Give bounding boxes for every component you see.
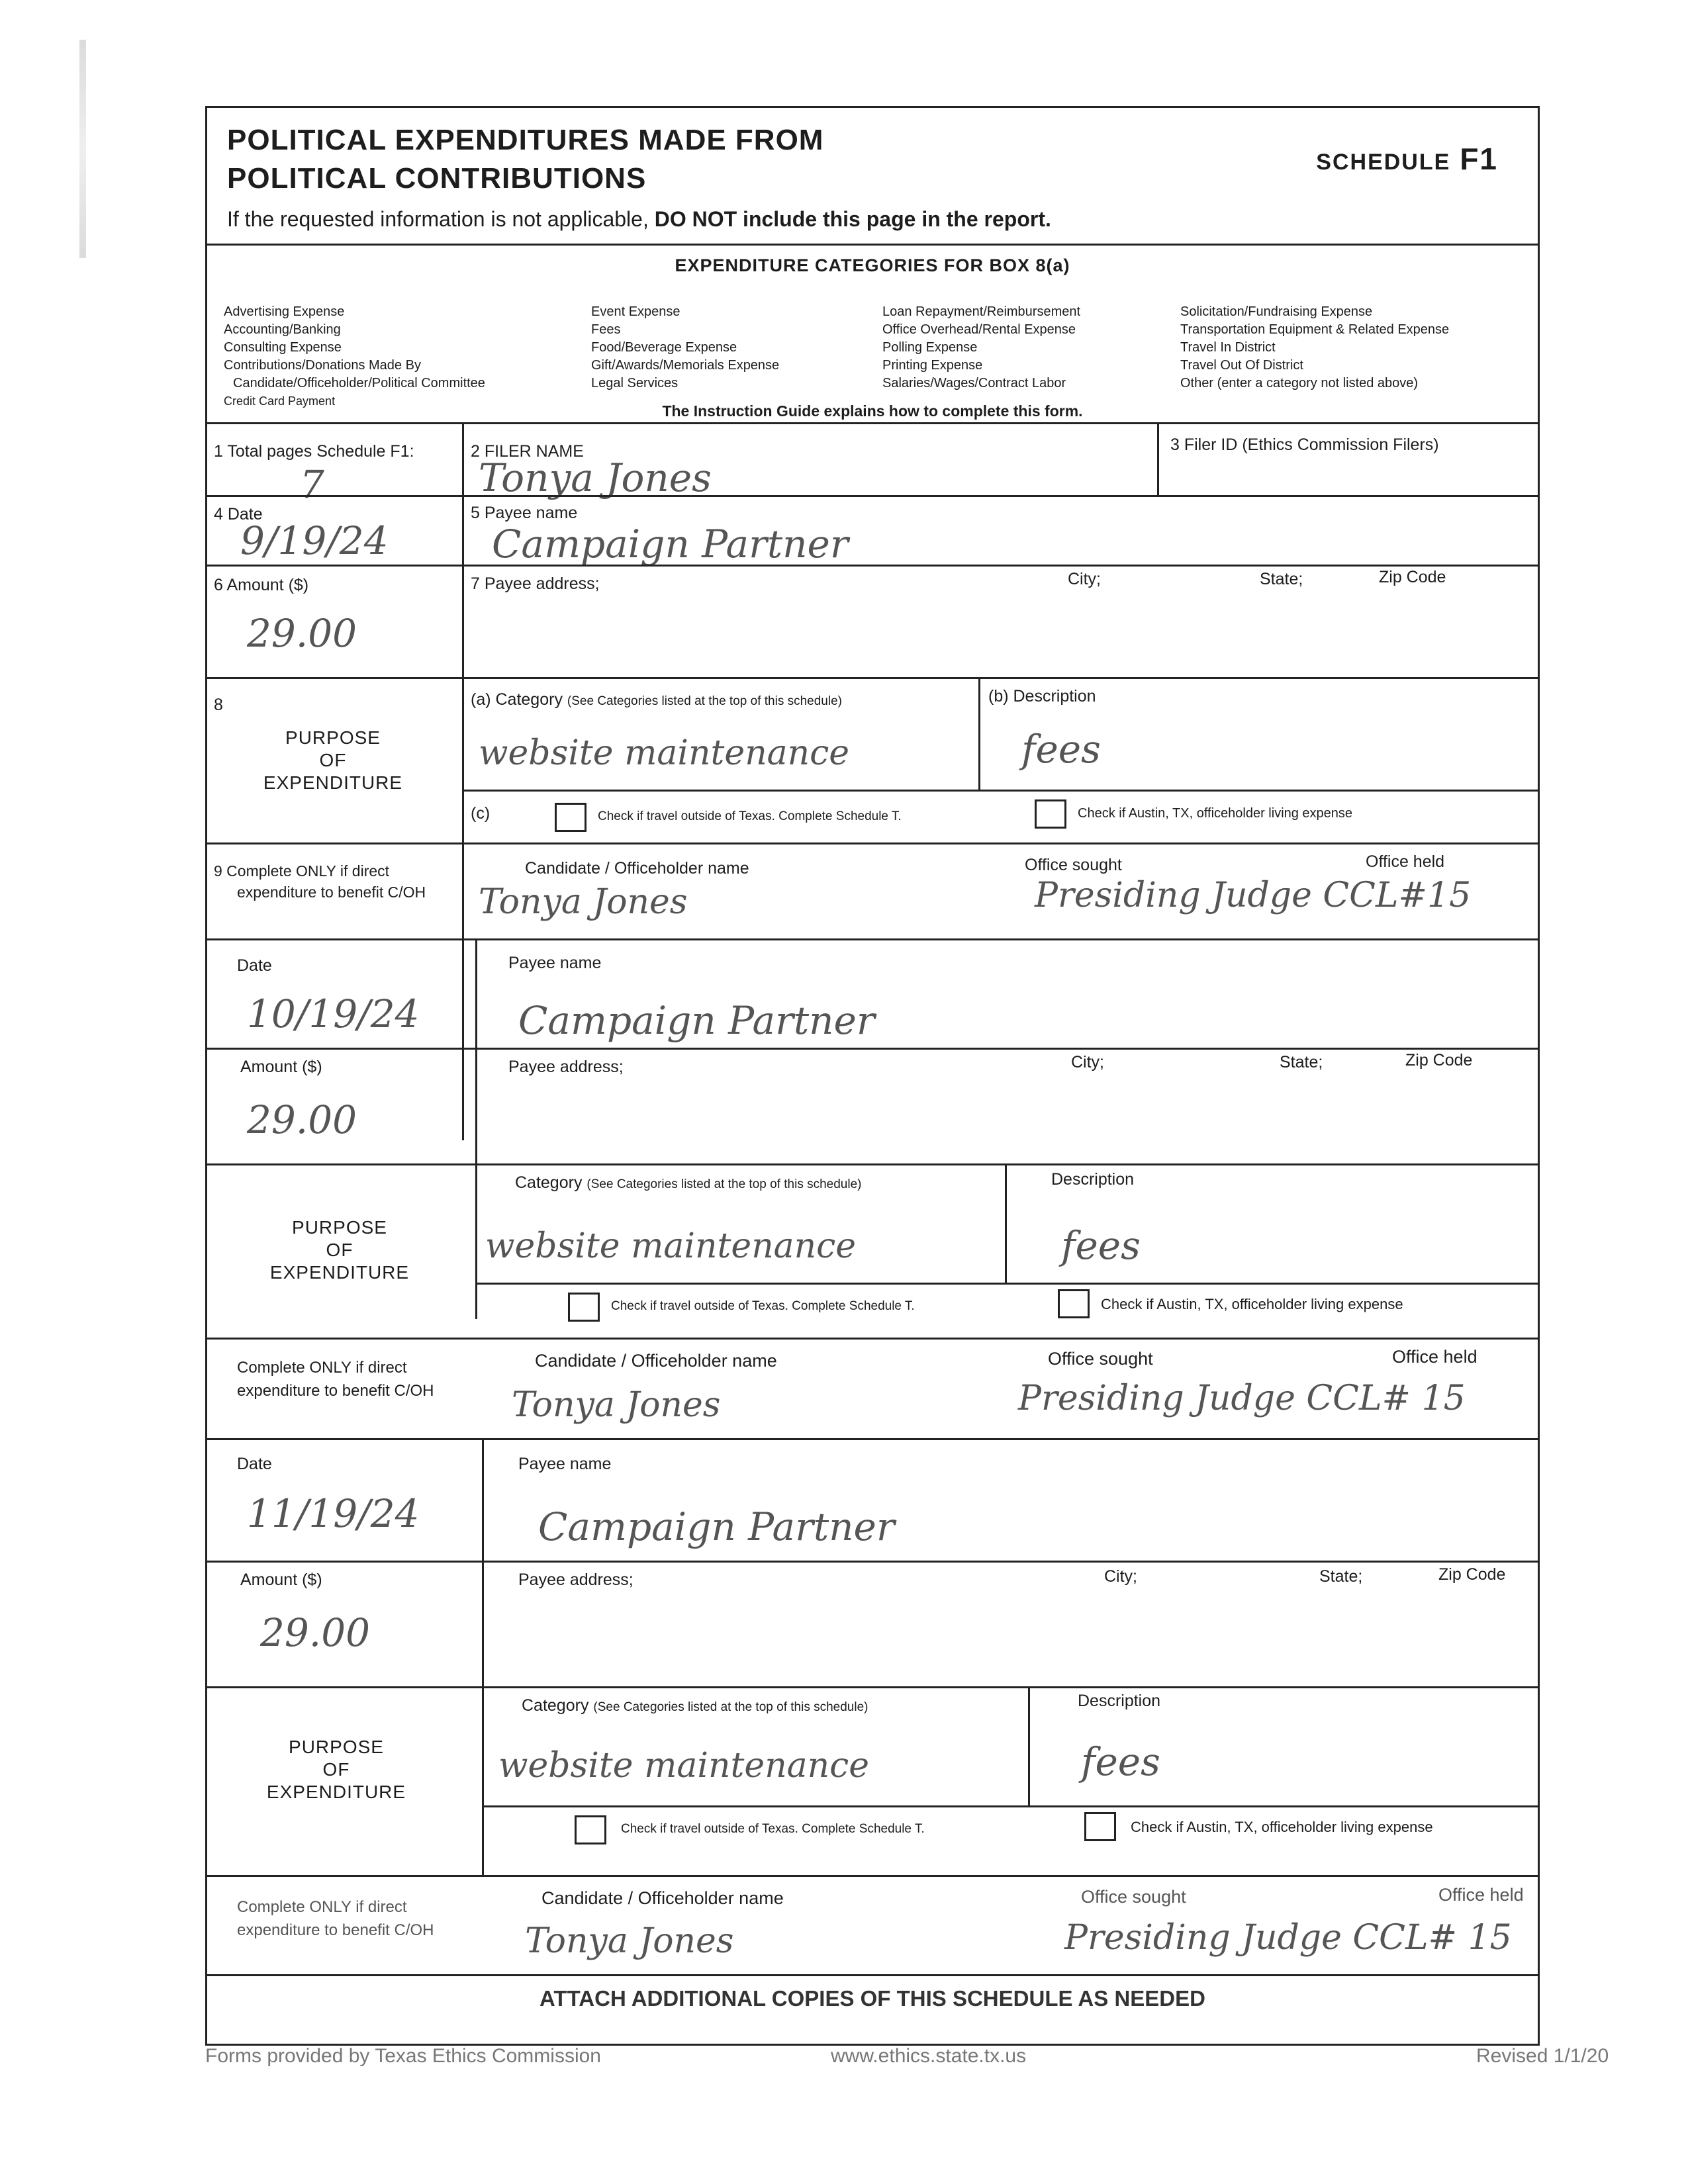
left-column-divider [482, 1438, 484, 1875]
attach-copies-note: ATTACH ADDITIONAL COPIES OF THIS SCHEDULE AS NEEDED [539, 1986, 1205, 2011]
row-divider [207, 677, 1538, 679]
category-note: (See Categories listed at the top of this schedule) [586, 1177, 862, 1191]
left-column-divider [462, 422, 464, 1140]
austin-check-label: Check if Austin, TX, officeholder living expense [1078, 806, 1353, 821]
payee-name-label: 5 Payee name [471, 504, 578, 522]
city-label: City; [1104, 1567, 1137, 1586]
entry2-candidate: Tonya Jones [512, 1385, 721, 1425]
form-title-line2: POLITICAL CONTRIBUTIONS [227, 162, 647, 195]
category-label [471, 690, 842, 709]
category-item: Travel In District [1180, 340, 1276, 355]
footer-revised: Revised 1/1/20 [1476, 2045, 1609, 2067]
amount-label: Amount ($) [240, 1058, 322, 1076]
row-divider [207, 842, 1538, 844]
category-item: Solicitation/Fundraising Expense [1180, 304, 1373, 319]
description-label: Description [1078, 1692, 1161, 1710]
categories-col-4 [1180, 303, 1449, 392]
entry2-description: fees [1061, 1223, 1141, 1268]
category-item: Other (enter a category not listed above) [1180, 376, 1419, 390]
row-divider [207, 1163, 1538, 1165]
left-column-divider [475, 938, 477, 1319]
schedule-word: SCHEDULE [1316, 150, 1451, 175]
category-item: Event Expense [591, 304, 680, 319]
date-label: Date [237, 956, 272, 975]
travel-check-label: Check if travel outside of Texas. Complete Schedule T. [621, 1822, 925, 1836]
category-note: (See Categories listed at the top of this schedule) [567, 694, 842, 708]
filer-id-label: 3 Filer ID (Ethics Commission Filers) [1170, 435, 1439, 454]
row-divider [482, 1805, 1538, 1807]
category-item: Polling Expense [882, 340, 978, 355]
amount-label: 6 Amount ($) [214, 576, 309, 594]
row-divider [207, 1875, 1538, 1877]
description-divider [978, 677, 980, 790]
expenditure-categories [207, 244, 1538, 424]
footer-provider: Forms provided by Texas Ethics Commission [205, 2045, 601, 2067]
category-item: Printing Expense [882, 358, 983, 373]
payee-name-label: Payee name [508, 954, 602, 972]
entry1-payee-name: Campaign Partner [492, 522, 849, 567]
item-c-label: (c) [471, 804, 491, 823]
category-label-text: Category [522, 1696, 589, 1715]
schedule-f1-form [205, 106, 1540, 2046]
direct-expenditure-label: Complete ONLY if direct [237, 1359, 407, 1377]
description-divider [1005, 1163, 1007, 1283]
travel-check-label: Check if travel outside of Texas. Complete Schedule T. [598, 809, 902, 823]
row-divider [207, 938, 1538, 940]
category-item: Candidate/Officeholder/Political Committee [233, 376, 485, 390]
zip-label: Zip Code [1405, 1051, 1473, 1069]
filer-name-value: Tonya Jones [479, 455, 712, 500]
category-item: Loan Repayment/Reimbursement [882, 304, 1081, 319]
row-divider [475, 1283, 1538, 1285]
entry1-office-sought: Presiding Judge CCL#15 [1035, 876, 1472, 915]
candidate-name-label: Candidate / Officeholder name [525, 859, 749, 878]
payee-address-label: Payee address; [508, 1058, 624, 1076]
entry2-amount: 29.00 [247, 1097, 357, 1142]
purpose-heading: PURPOSE OF EXPENDITURE [263, 727, 403, 793]
travel-check-label: Check if travel outside of Texas. Complete Schedule T. [611, 1299, 915, 1313]
candidate-name-label: Candidate / Officeholder name [541, 1888, 784, 1908]
filer-name-label: 2 FILER NAME [471, 442, 584, 461]
category-item: Consulting Expense [224, 340, 342, 355]
footer-url[interactable]: www.ethics.state.tx.us [831, 2045, 1027, 2067]
row-divider [207, 1561, 1538, 1563]
row-divider [207, 1686, 1538, 1688]
item-8-label: 8 [214, 696, 223, 714]
description-label: Description [1051, 1170, 1135, 1189]
direct-expenditure-label: 9 Complete ONLY if direct [214, 862, 390, 880]
travel-checkbox[interactable] [575, 1815, 606, 1844]
date-label: Date [237, 1455, 272, 1473]
austin-expense-checkbox[interactable] [1084, 1812, 1116, 1841]
entry3-description: fees [1081, 1739, 1160, 1784]
entry3-office-sought: Presiding Judge CCL# 15 [1064, 1918, 1512, 1958]
category-item: Contributions/Donations Made By [224, 358, 421, 373]
entry1-description: fees [1021, 727, 1101, 772]
zip-label: Zip Code [1379, 568, 1446, 586]
row-divider [462, 790, 1538, 792]
category-item: Transportation Equipment & Related Expense [1180, 322, 1450, 337]
form-title-line1: POLITICAL EXPENDITURES MADE FROM [227, 124, 824, 156]
category-item: Food/Beverage Expense [591, 340, 737, 355]
entry3-category: website maintenance [498, 1746, 870, 1786]
city-label: City; [1068, 570, 1101, 588]
austin-check-label: Check if Austin, TX, officeholder living expense [1131, 1819, 1433, 1835]
row-divider [207, 1438, 1538, 1440]
category-label [515, 1173, 861, 1193]
entry2-date: 10/19/24 [247, 991, 420, 1036]
purpose-heading: PURPOSE OF EXPENDITURE [266, 1737, 406, 1802]
category-label-text: Category [515, 1173, 583, 1192]
city-label: City; [1071, 1053, 1104, 1071]
category-item: Gift/Awards/Memorials Expense [591, 358, 780, 373]
office-sought-label: Office sought [1025, 856, 1122, 874]
state-label: State; [1260, 570, 1303, 588]
category-item: Advertising Expense [224, 304, 345, 319]
total-pages-label: 1 Total pages Schedule F1: [214, 442, 414, 461]
payee-address-label: 7 Payee address; [471, 574, 600, 593]
category-item: Salaries/Wages/Contract Labor [882, 376, 1066, 390]
instruction-guide-note: The Instruction Guide explains how to complete this form. [662, 402, 1083, 420]
entry3-amount: 29.00 [260, 1610, 371, 1655]
category-item: Office Overhead/Rental Expense [882, 322, 1076, 337]
schedule-code: F1 [1460, 142, 1498, 176]
purpose-heading: PURPOSE OF EXPENDITURE [269, 1217, 410, 1283]
form-header [207, 108, 1538, 246]
office-sought-label: Office sought [1081, 1887, 1186, 1907]
schedule-label [1316, 141, 1498, 177]
categories-title: EXPENDITURE CATEGORIES FOR BOX 8(a) [675, 255, 1070, 275]
austin-expense-checkbox[interactable] [1035, 799, 1066, 829]
total-pages-value: 7 [300, 462, 324, 507]
entry1-date: 9/19/24 [240, 518, 389, 563]
category-item: Fees [591, 322, 621, 337]
categories-col-3 [882, 303, 1080, 392]
office-sought-label: Office sought [1048, 1349, 1153, 1369]
description-divider [1028, 1686, 1030, 1805]
entry2-office-sought: Presiding Judge CCL# 15 [1018, 1379, 1466, 1418]
filer-id-divider [1157, 422, 1159, 495]
state-label: State; [1280, 1053, 1323, 1071]
entry1-category: website maintenance [479, 733, 850, 773]
austin-check-label: Check if Austin, TX, officeholder living expense [1101, 1296, 1403, 1312]
categories-col-2 [591, 303, 779, 392]
payee-address-label: Payee address; [518, 1570, 633, 1589]
direct-expenditure-label-2: expenditure to benefit C/OH [237, 1921, 434, 1939]
row-divider [207, 495, 1538, 497]
entry2-category: website maintenance [485, 1226, 857, 1266]
state-label: State; [1319, 1567, 1363, 1586]
applicability-notice [227, 207, 1051, 232]
travel-checkbox[interactable] [568, 1293, 600, 1322]
date-label: 4 Date [214, 505, 263, 523]
amount-label: Amount ($) [240, 1570, 322, 1589]
candidate-name-label: Candidate / Officeholder name [535, 1351, 777, 1371]
category-item: Credit Card Payment [224, 394, 336, 408]
direct-expenditure-label: Complete ONLY if direct [237, 1898, 407, 1916]
row-divider [207, 1048, 1538, 1050]
row-divider [207, 565, 1538, 567]
entry3-candidate: Tonya Jones [525, 1921, 734, 1961]
entry3-date: 11/19/24 [247, 1491, 420, 1536]
entry3-payee-name: Campaign Partner [538, 1504, 895, 1549]
description-label: (b) Description [988, 687, 1096, 705]
notice-bold: DO NOT include this page in the report. [654, 207, 1051, 231]
category-label-text: (a) Category [471, 690, 563, 709]
row-divider [207, 1338, 1538, 1340]
entry2-payee-name: Campaign Partner [518, 998, 875, 1043]
categories-col-1 [224, 303, 485, 410]
category-label [522, 1696, 868, 1715]
office-held-label: Office held [1438, 1885, 1524, 1905]
direct-expenditure-label-2: expenditure to benefit C/OH [237, 884, 426, 901]
direct-expenditure-label-2: expenditure to benefit C/OH [237, 1382, 434, 1400]
category-item: Legal Services [591, 376, 679, 390]
form-title [227, 121, 823, 198]
payee-name-label: Payee name [518, 1455, 612, 1473]
category-item: Accounting/Banking [224, 322, 341, 337]
row-divider [207, 1974, 1538, 1976]
austin-expense-checkbox[interactable] [1058, 1289, 1090, 1318]
office-held-label: Office held [1392, 1347, 1477, 1367]
entry1-amount: 29.00 [247, 611, 357, 656]
entry1-candidate: Tonya Jones [479, 882, 688, 922]
office-held-label: Office held [1366, 852, 1445, 871]
zip-label: Zip Code [1438, 1565, 1506, 1584]
notice-text: If the requested information is not applicable, [227, 207, 649, 231]
category-note: (See Categories listed at the top of this schedule) [593, 1700, 868, 1714]
category-item: Travel Out Of District [1180, 358, 1303, 373]
travel-checkbox[interactable] [555, 803, 586, 832]
scan-edge-mark [79, 40, 86, 258]
